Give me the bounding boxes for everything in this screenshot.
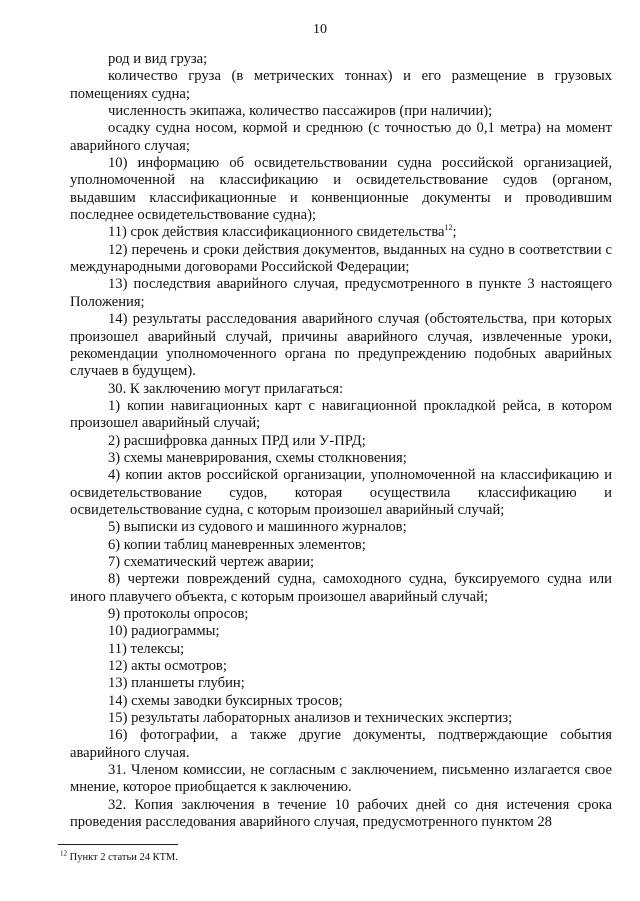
paragraph: 31. Членом комиссии, не согласным с заключением, письменно излагается свое мнение, которое приобщается к заключению. — [70, 762, 612, 796]
paragraph: 12) акты осмотров; — [108, 658, 227, 675]
paragraph: 10) информацию об освидетельствовании судна российской организацией, уполномоченной на классификацию и освидетельствование судов (органом, выдавшим классификационные и конвенционные документы и проводившим последнее освидетельствование судна); — [70, 155, 612, 224]
paragraph: 13) планшеты глубин; — [108, 675, 245, 692]
paragraph: 10) радиограммы; — [108, 623, 220, 640]
paragraph: 9) протоколы опросов; — [108, 606, 249, 622]
footnote-mark: 12 — [60, 849, 67, 858]
footnote-text: Пункт 2 статьи 24 КТМ. — [67, 852, 178, 863]
paragraph: 30. К заключению могут прилагаться: — [108, 380, 344, 397]
paragraph: численность экипажа, количество пассажиров (при наличии); — [108, 103, 493, 120]
paragraph: 15) результаты лабораторных анализов и технических экспертиз; — [108, 710, 513, 727]
paragraph: 4) копии актов российской организации, уполномоченной на классификацию и освидетельствование судов, которая осуществила классификацию и освидетельствование судна, с которым произошел аварийный случай; — [70, 467, 612, 518]
paragraph: 2) расшифровка данных ПРД или У-ПРД; — [108, 432, 366, 449]
paragraph-tail: ; — [452, 224, 457, 241]
paragraph: 5) выписки из судового и машинного журналов; — [108, 519, 407, 536]
paragraph: 3) схемы маневрирования, схемы столкновения; — [108, 449, 407, 466]
paragraph: количество груза (в метрических тоннах) и его размещение в грузовых помещениях судна; — [70, 68, 612, 102]
paragraph-text: 11) срок действия классификационного свидетельства — [108, 224, 445, 241]
paragraph: 32. Копия заключения в течение 10 рабочих дней со дня истечения срока проведения расследования аварийного случая, предусмотренного пунктом 28 — [70, 796, 612, 831]
paragraph: 8) чертежи повреждений судна, самоходного судна, буксируемого судна или иного плавучего объекта, с которым произошел аварийный случай; — [70, 571, 612, 605]
paragraph: 14) результаты расследования аварийного случая (обстоятельства, при которых произошел аварийный случай, причины аварийного случая, извлеченные уроки, рекомендации уполномоченного органа по предупреждению подобных аварийных случаев в будущем). — [70, 311, 612, 380]
paragraph: 12) перечень и сроки действия документов, выданных на судно в соответствии с международными договорами Российской Федерации; — [70, 241, 612, 276]
footnote-reference: 12 — [444, 223, 453, 233]
paragraph: 14) схемы заводки буксирных тросов; — [108, 692, 343, 709]
footnote — [60, 851, 600, 864]
paragraph: 7) схематический чертеж аварии; — [108, 553, 315, 570]
paragraph: 1) копии навигационных карт с навигационной прокладкой рейса, в котором произошел аварийный случай; — [70, 397, 612, 432]
document-body — [70, 51, 612, 831]
paragraph-with-footnote — [70, 224, 612, 241]
paragraph: осадку судна носом, кормой и среднюю (с точностью до 0,1 метра) на момент аварийного случая; — [70, 120, 612, 154]
page-number: 10 — [313, 22, 327, 37]
paragraph: 6) копии таблиц маневренных элементов; — [108, 536, 366, 553]
paragraph: 13) последствия аварийного случая, предусмотренного в пункте 3 настоящего Положения; — [70, 276, 612, 310]
footnote-divider — [58, 844, 178, 845]
paragraph: 16) фотографии, а также другие документы, подтверждающие события аварийного случая. — [70, 727, 612, 761]
paragraph: род и вид груза; — [108, 51, 208, 67]
paragraph: 11) телексы; — [108, 640, 185, 657]
